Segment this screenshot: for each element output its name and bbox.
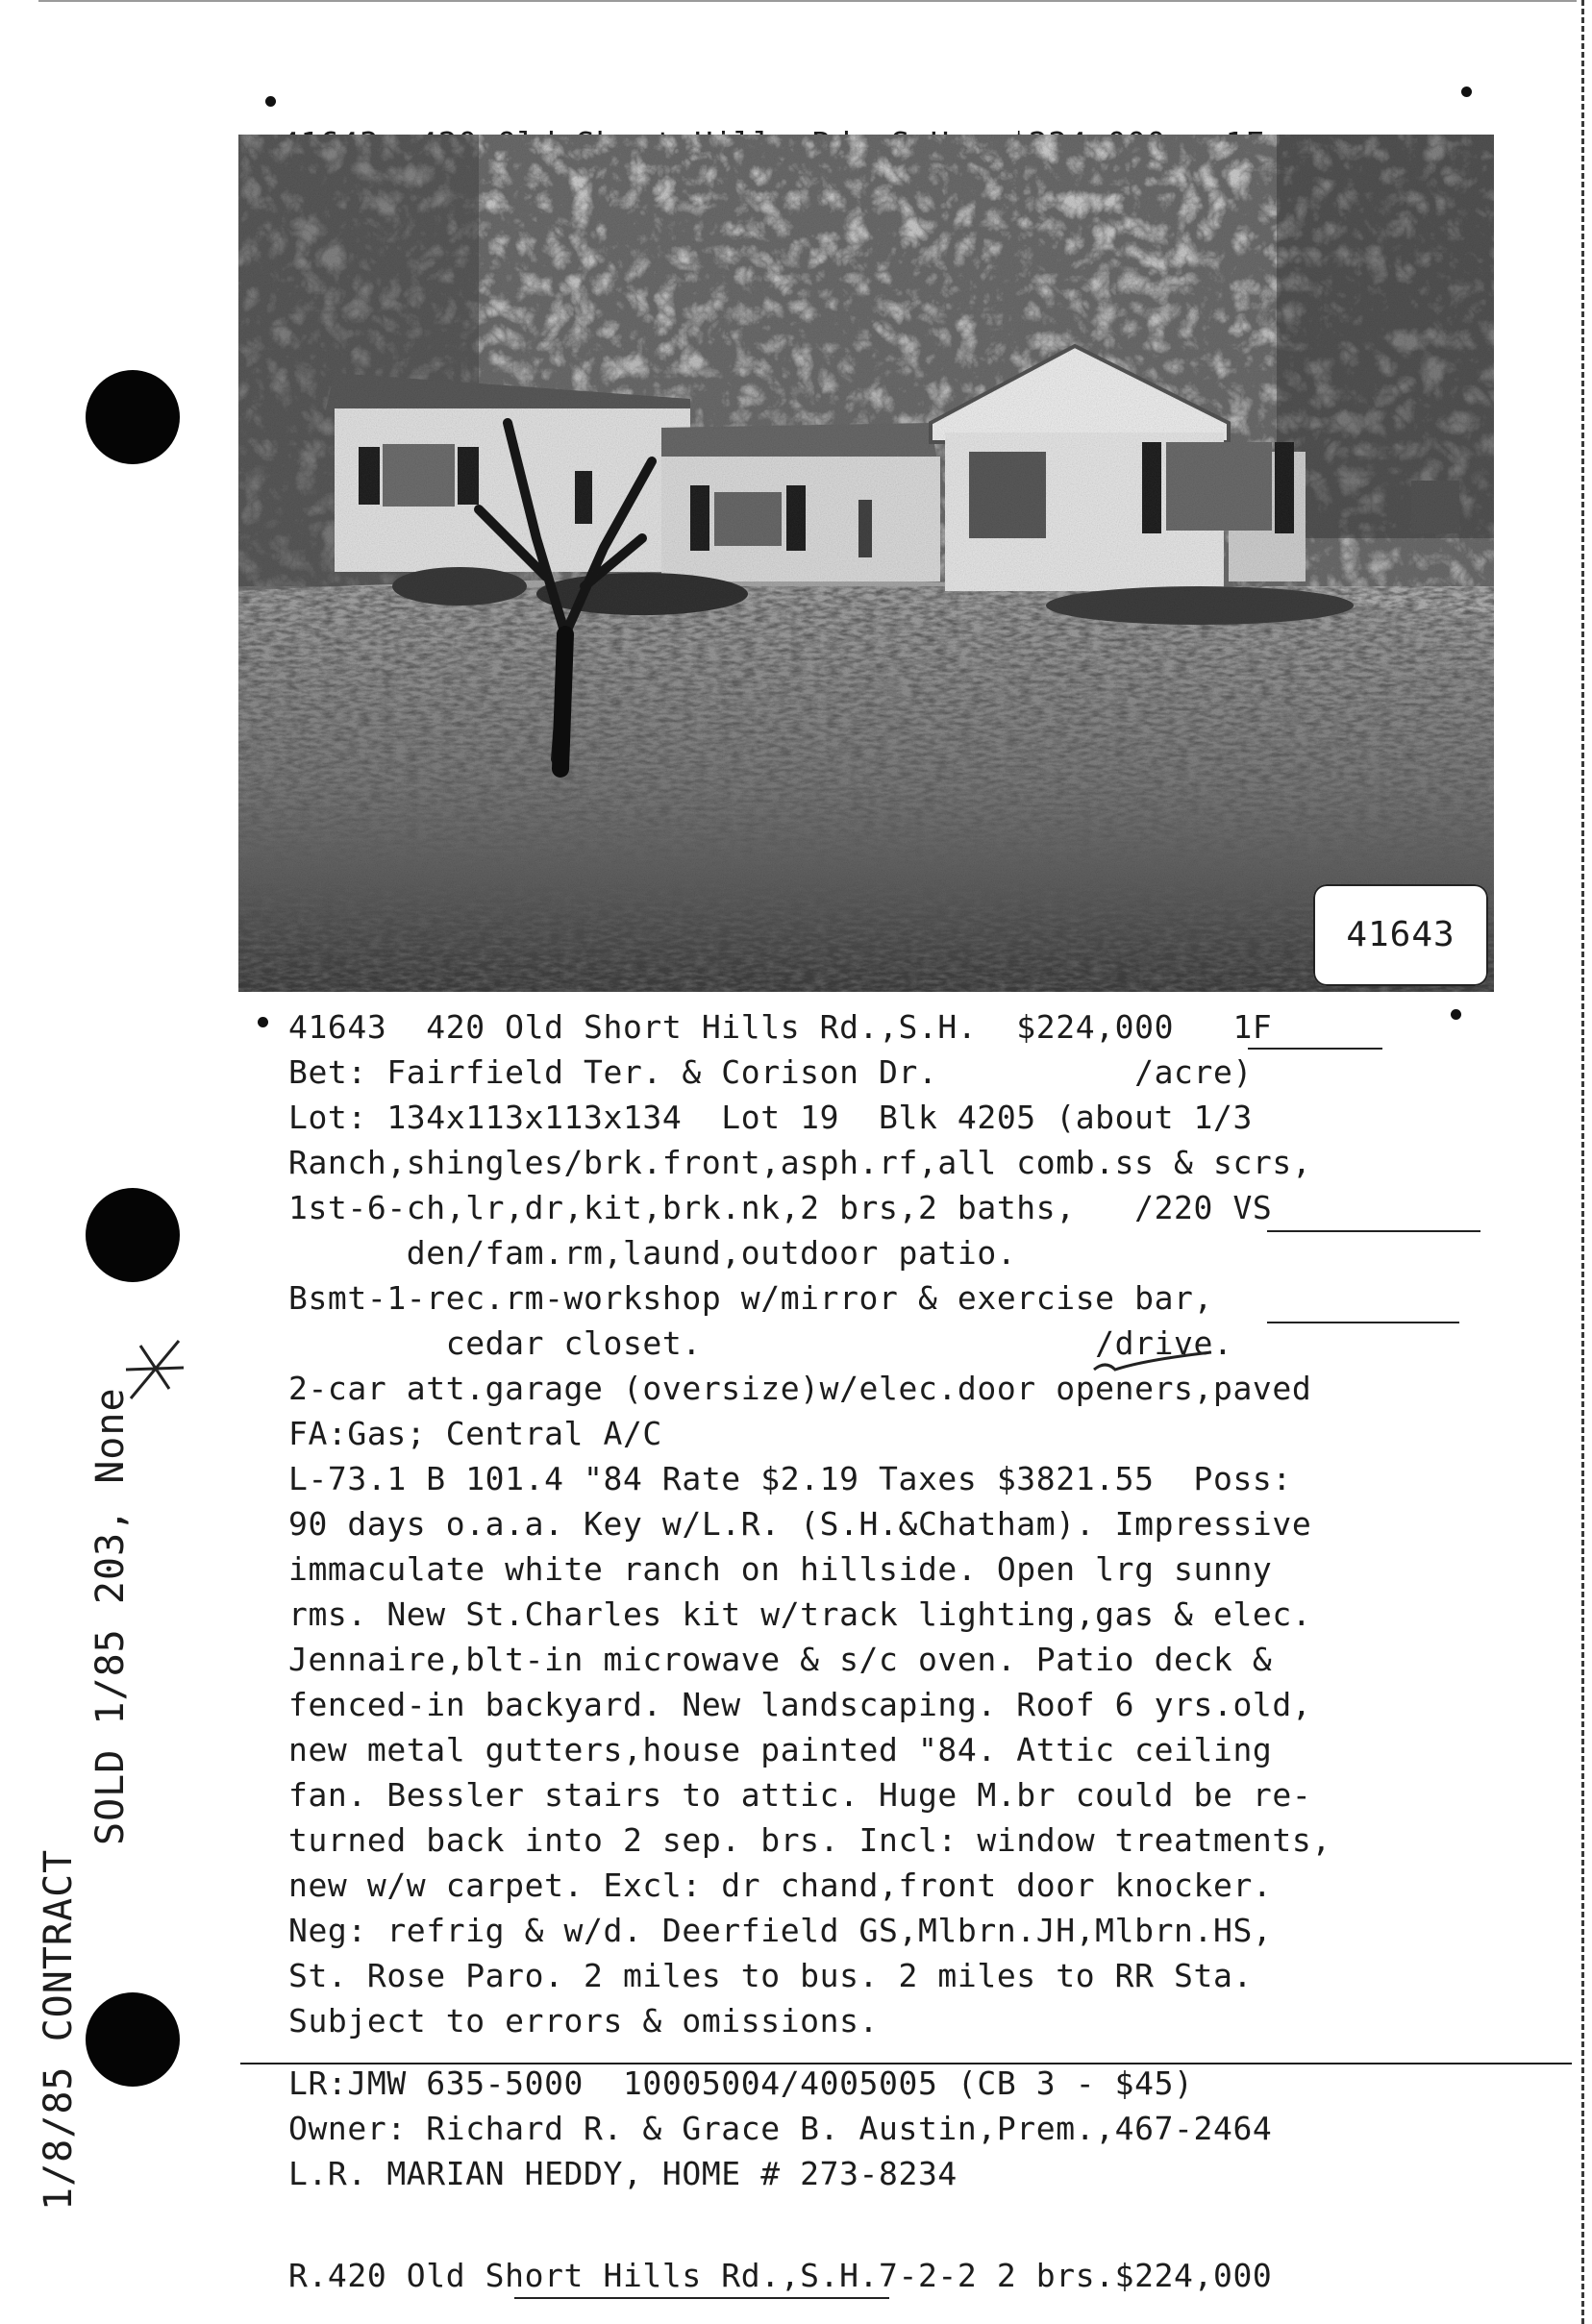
pen-mark	[1086, 1341, 1221, 1379]
listing-line: cedar closet. /drive.	[288, 1324, 1233, 1362]
footer-line: L.R. MARIAN HEDDY, HOME # 273-8234	[288, 2155, 958, 2192]
listing-line: Neg: refrig & w/d. Deerfield GS,Mlbrn.JH,Mlbrn.HS,	[288, 1912, 1273, 1949]
listing-line: rms. New St.Charles kit w/track lighting,gas & elec.	[288, 1595, 1312, 1633]
listing-line: new w/w carpet. Excl: dr chand,front door knocker.	[288, 1867, 1273, 1904]
footer-line: LR:JMW 635-5000 10005004/4005005 (CB 3 - $45)	[288, 2064, 1194, 2102]
punch-hole-middle	[86, 1188, 180, 1282]
top-edge-rule	[38, 0, 1577, 2]
perforated-edge	[1581, 0, 1584, 2324]
listing-line: fenced-in backyard. New landscaping. Roof 6 yrs.old,	[288, 1686, 1312, 1723]
bullet-dot	[265, 96, 276, 107]
listing-line: fan. Bessler stairs to attic. Huge M.br could be re-	[288, 1776, 1312, 1814]
listing-line: immaculate white ranch on hillside. Open lrg sunny	[288, 1550, 1273, 1588]
footer-line: Owner: Richard R. & Grace B. Austin,Prem.,467-2464	[288, 2110, 1273, 2147]
underline-mark	[1267, 1230, 1480, 1232]
bottom-summary-line: R.420 Old Short Hills Rd.,S.H.7-2-2 2 brs.$224,000	[288, 2257, 1273, 2294]
listing-line: 41643 420 Old Short Hills Rd.,S.H. $224,000 1F	[288, 1008, 1273, 1046]
listing-line: St. Rose Paro. 2 miles to bus. 2 miles to RR Sta.	[288, 1957, 1253, 1994]
photo-listing-tag: 41643	[1313, 884, 1488, 986]
listing-line: new metal gutters,house painted "84. Attic ceiling	[288, 1731, 1273, 1768]
listing-line: FA:Gas; Central A/C	[288, 1415, 662, 1452]
listing-line: Bet: Fairfield Ter. & Corison Dr. /acre)	[288, 1053, 1253, 1091]
listing-line: 2-car att.garage (oversize)w/elec.door openers,paved	[288, 1370, 1312, 1407]
side-note-sold: SOLD 1/85 203, None	[88, 1387, 133, 1845]
punch-hole-top	[86, 370, 180, 464]
listing-line: den/fam.rm,laund,outdoor patio.	[288, 1234, 1017, 1272]
listing-line: Lot: 134x113x113x134 Lot 19 Blk 4205 (about 1/3	[288, 1099, 1253, 1136]
bullet-dot	[258, 1017, 268, 1027]
listing-line: turned back into 2 sep. brs. Incl: window treatments,	[288, 1821, 1331, 1859]
side-note-contract: 1/8/85 CONTRACT	[37, 1848, 81, 2211]
underline-mark	[514, 2297, 889, 2299]
listing-line: Jennaire,blt-in microwave & s/c oven. Patio deck &	[288, 1641, 1273, 1678]
underline-mark	[1267, 1322, 1459, 1323]
underline-mark	[1248, 1048, 1382, 1050]
listing-line: Ranch,shingles/brk.front,asph.rf,all comb.ss & scrs,	[288, 1144, 1312, 1181]
listing-line: Subject to errors & omissions.	[288, 2002, 880, 2040]
pen-mark	[121, 1331, 188, 1408]
ranch-house-photo	[238, 135, 1494, 992]
listing-line: Bsmt-1-rec.rm-workshop w/mirror & exercise bar,	[288, 1279, 1213, 1317]
listing-line: 90 days o.a.a. Key w/L.R. (S.H.&Chatham). Impressive	[288, 1505, 1312, 1543]
listing-line: 1st-6-ch,lr,dr,kit,brk.nk,2 brs,2 baths, /220 VS	[288, 1189, 1273, 1226]
bullet-dot	[1461, 87, 1472, 97]
punch-hole-bottom	[86, 1992, 180, 2087]
bullet-dot	[1451, 1009, 1461, 1020]
listing-line: L-73.1 B 101.4 "84 Rate $2.19 Taxes $3821.55 Poss:	[288, 1460, 1292, 1497]
